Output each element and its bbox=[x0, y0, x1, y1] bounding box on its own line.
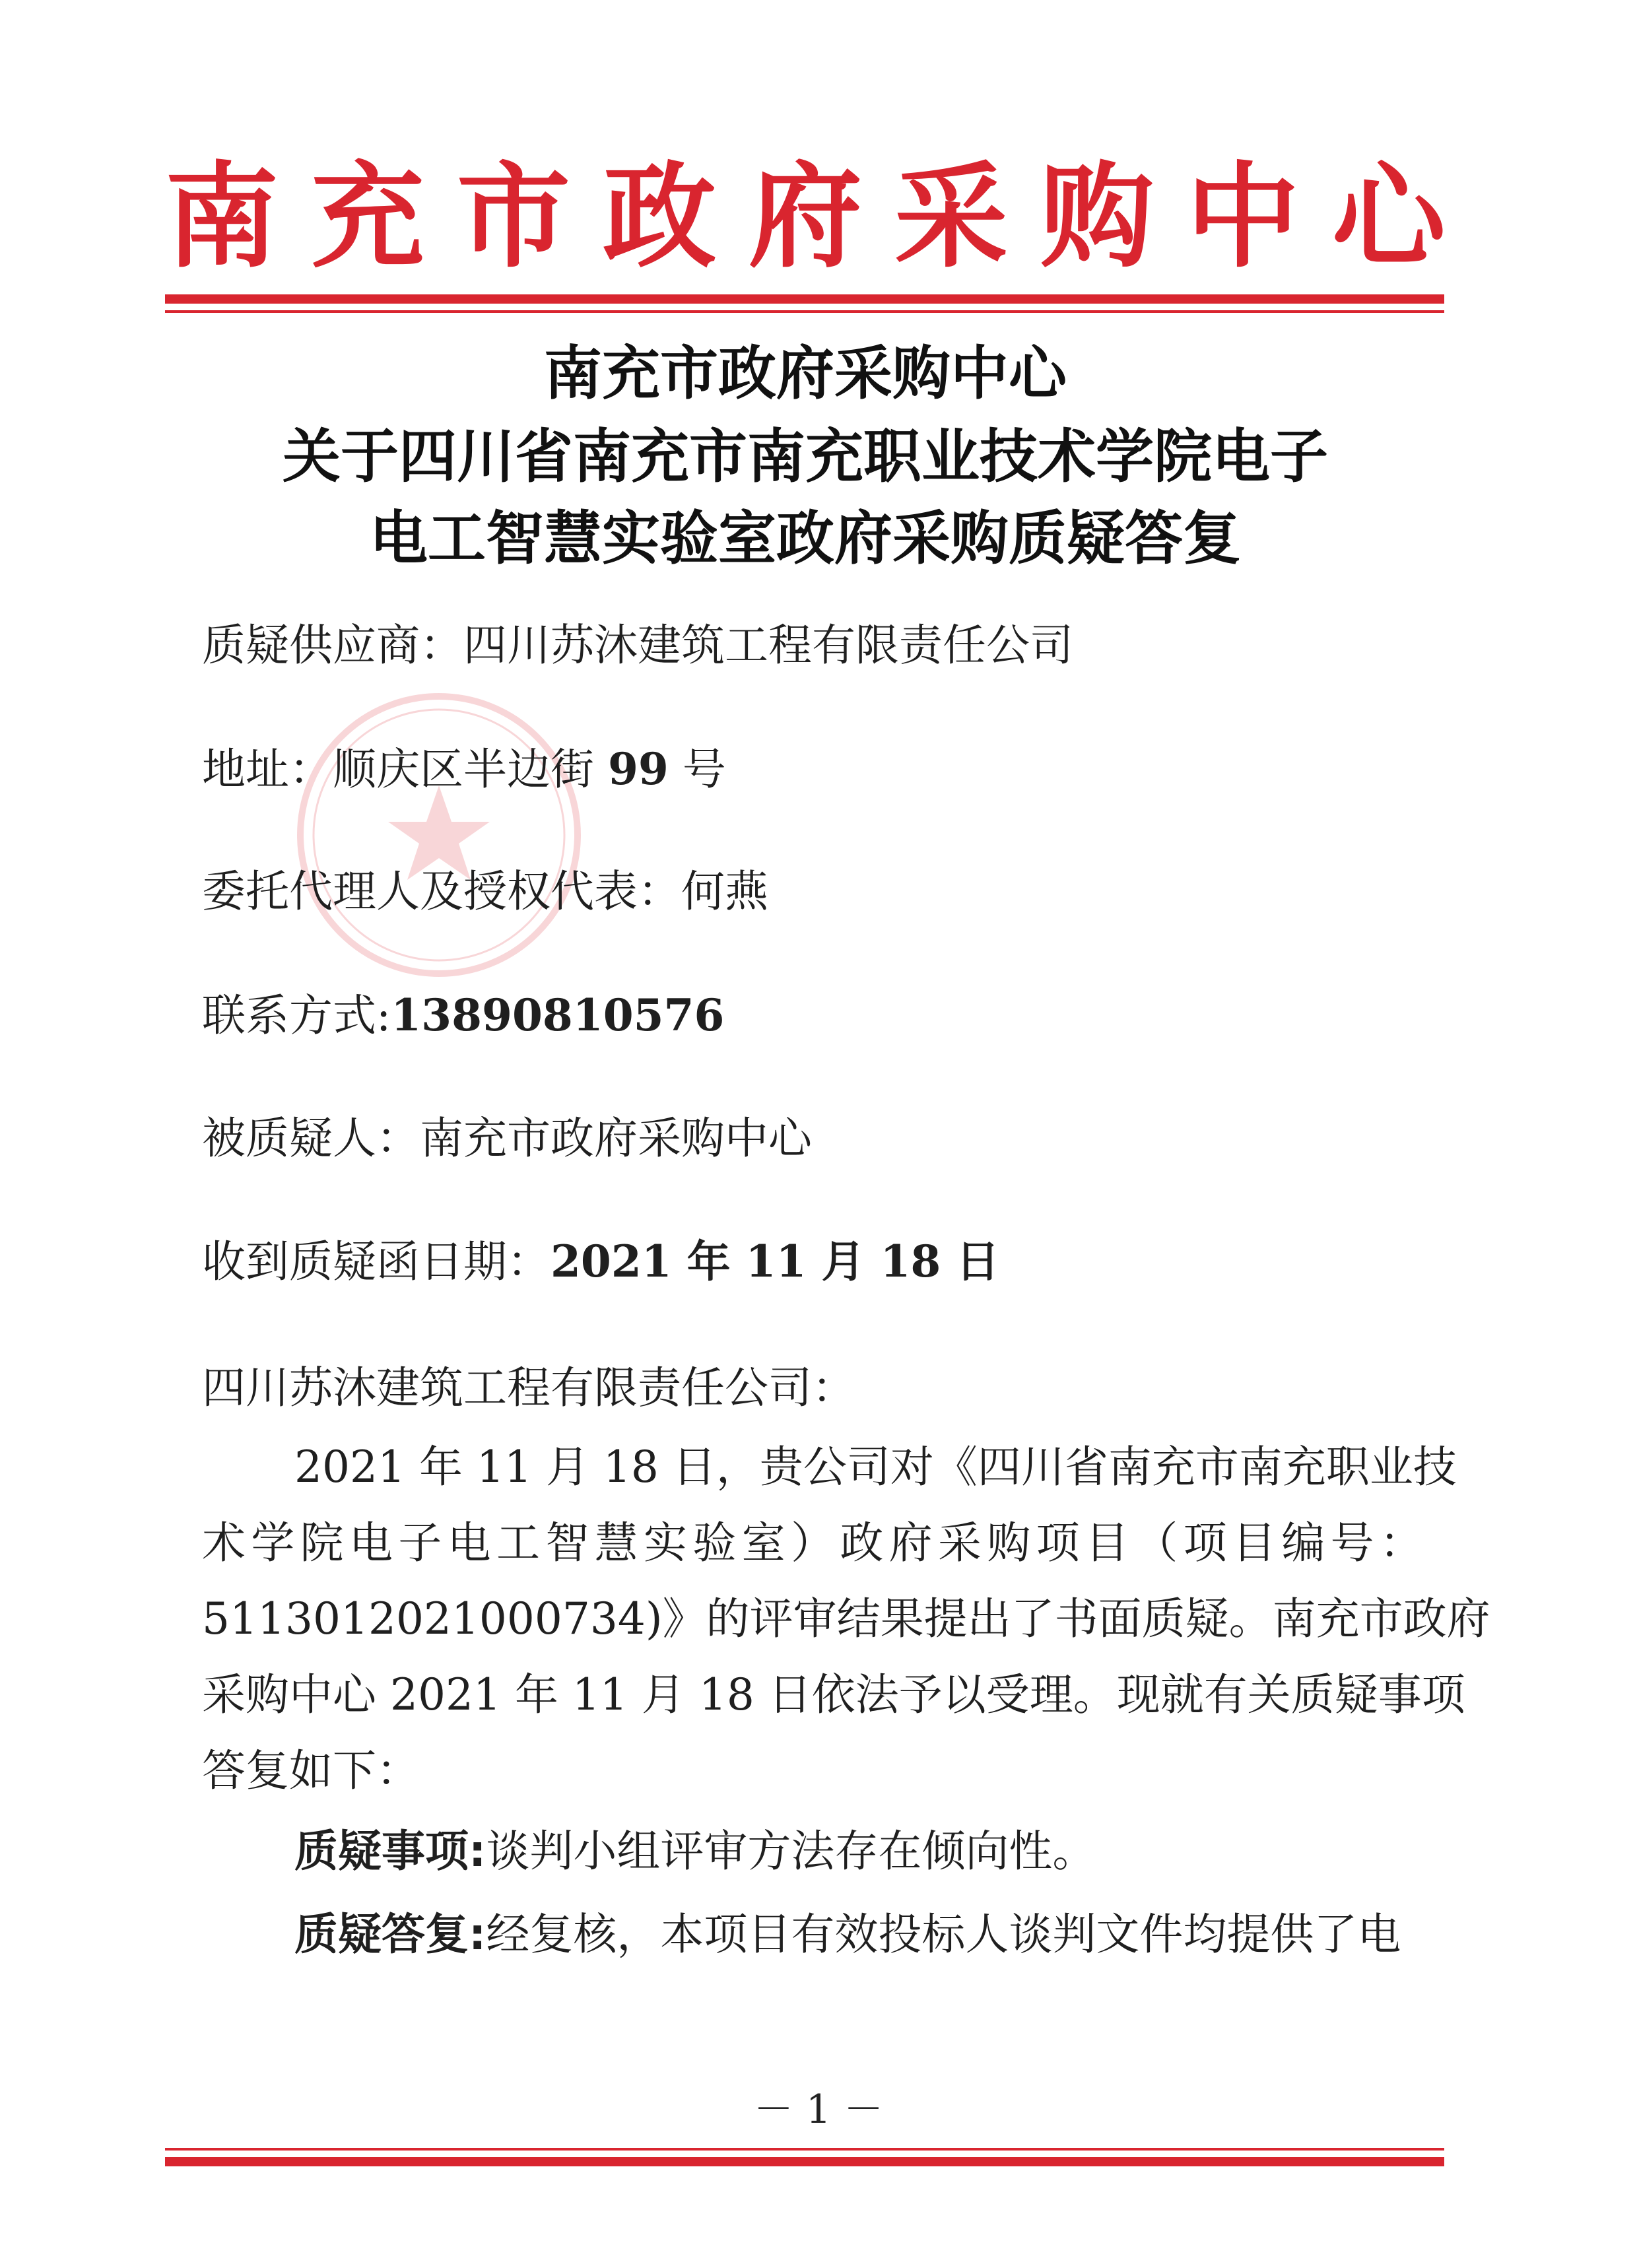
doc-title-line-3: 电工智慧实验室政府采购质疑答复 bbox=[369, 504, 1241, 572]
issue-text: 谈判小组评审方法存在倾向性。 bbox=[486, 1826, 1096, 1877]
masthead-char: 心 bbox=[1332, 149, 1446, 283]
header-rule-thin bbox=[165, 310, 1444, 313]
masthead-char: 府 bbox=[749, 149, 862, 283]
paragraph-line: 5113012021000734)》的评审结果提出了书面质疑。南充市政府 bbox=[202, 1593, 1490, 1644]
paragraph-line: 采购中心 2021 年 11 月 18 日依法予以受理。现就有关质疑事项 bbox=[202, 1669, 1465, 1720]
doc-title-line-1: 南充市政府采购中心 bbox=[543, 339, 1067, 407]
page-number: － 1 － bbox=[753, 2086, 884, 2133]
address-suffix: 号 bbox=[668, 744, 726, 795]
received-date-label: 收到质疑函日期： bbox=[202, 1236, 551, 1287]
address-label: 地址：顺庆区半边街 bbox=[202, 744, 608, 795]
issue-label: 质疑事项: bbox=[294, 1826, 486, 1877]
masthead-char: 购 bbox=[1040, 149, 1154, 283]
masthead-char: 采 bbox=[894, 149, 1008, 283]
doc-title-line-2: 关于四川省南充市南充职业技术学院电子 bbox=[282, 422, 1328, 490]
letter-salutation: 四川苏沐建筑工程有限责任公司： bbox=[202, 1362, 855, 1413]
respondent-field: 被质疑人：南充市政府采购中心 bbox=[202, 1113, 812, 1164]
paragraph-line: 答复如下： bbox=[202, 1745, 420, 1796]
official-seal-icon bbox=[290, 686, 587, 984]
issue-line bbox=[294, 1826, 1423, 1877]
masthead-char: 中 bbox=[1186, 149, 1300, 283]
contact-phone: 13890810576 bbox=[391, 989, 725, 1041]
header-rule-thick bbox=[165, 294, 1444, 304]
reply-text: 经复核，本项目有效投标人谈判文件均提供了电 bbox=[486, 1909, 1401, 1960]
address-field bbox=[202, 743, 726, 795]
masthead-char: 政 bbox=[603, 149, 716, 283]
reply-label: 质疑答复: bbox=[294, 1909, 486, 1960]
agent-field: 委托代理人及授权代表：何燕 bbox=[202, 866, 768, 917]
masthead-char: 南 bbox=[165, 149, 279, 283]
reply-line bbox=[294, 1909, 1423, 1960]
masthead-org-name bbox=[165, 150, 1446, 283]
supplier-field: 质疑供应商：四川苏沐建筑工程有限责任公司 bbox=[202, 620, 1073, 671]
footer-rule-thick bbox=[165, 2157, 1444, 2166]
received-date-field bbox=[202, 1236, 1000, 1287]
footer-rule-thin bbox=[165, 2148, 1444, 2151]
masthead-char: 充 bbox=[311, 149, 424, 283]
received-date-value: 2021 年 11 月 18 日 bbox=[551, 1236, 1000, 1287]
contact-field bbox=[202, 989, 725, 1041]
address-number: 99 bbox=[607, 743, 669, 795]
masthead-char: 市 bbox=[457, 149, 570, 283]
paragraph-line: 术学院电子电工智慧实验室）政府采购项目（项目编号： bbox=[202, 1518, 1423, 1568]
contact-label: 联系方式: bbox=[202, 990, 391, 1041]
paragraph-line: 2021 年 11 月 18 日，贵公司对《四川省南充市南充职业技 bbox=[294, 1442, 1457, 1492]
